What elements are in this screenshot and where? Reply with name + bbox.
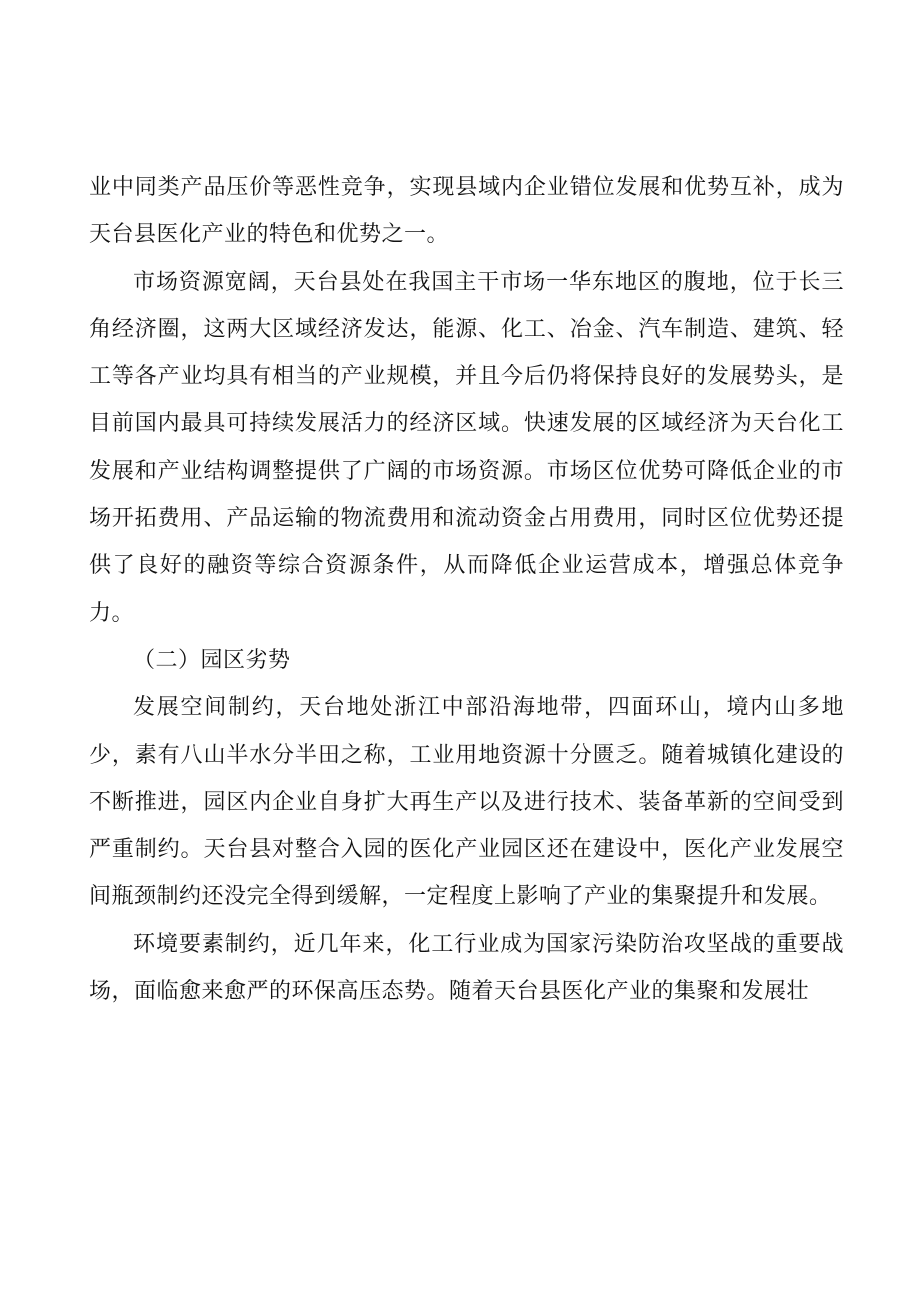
document-body	[89, 164, 844, 1015]
paragraph-development-space: 发展空间制约，天台地处浙江中部沿海地带，四面环山，境内山多地少，素有八山半水分半田之称，工业用地资源十分匮乏。随着城镇化建设的不断推进，园区内企业自身扩大再生产以及进行技术、装备革新的空间受到严重制约。天台县对整合入园的医化产业园区还在建设中，医化产业发展空间瓶颈制约还没完全得到缓解，一定程度上影响了产业的集聚提升和发展。	[89, 695, 844, 910]
section-heading-park-disadvantages: （二）园区劣势	[133, 647, 291, 673]
paragraph-market-resources: 市场资源宽阔，天台县处在我国主干市场一华东地区的腹地，位于长三角经济圈，这两大区域经济发达，能源、化工、冶金、汽车制造、建筑、轻工等各产业均具有相当的产业规模，并且今后仍将保持良好的发展势头，是目前国内最具可持续发展活力的经济区域。快速发展的区域经济为天台化工发展和产业结构调整提供了广阔的市场资源。市场区位优势可降低企业的市场开拓费用、产品运输的物流费用和流动资金占用费用，同时区位优势还提供了良好的融资等综合资源条件，从而降低企业运营成本，增强总体竞争力。	[89, 269, 844, 626]
paragraph-continuation: 业中同类产品压价等恶性竞争，实现县域内企业错位发展和优势互补，成为天台县医化产业的特色和优势之一。	[89, 175, 844, 248]
paragraph-environment-factors: 环境要素制约，近几年来，化工行业成为国家污染防治攻坚战的重要战场，面临愈来愈严的环保高压态势。随着天台县医化产业的集聚和发展壮	[89, 931, 844, 1005]
